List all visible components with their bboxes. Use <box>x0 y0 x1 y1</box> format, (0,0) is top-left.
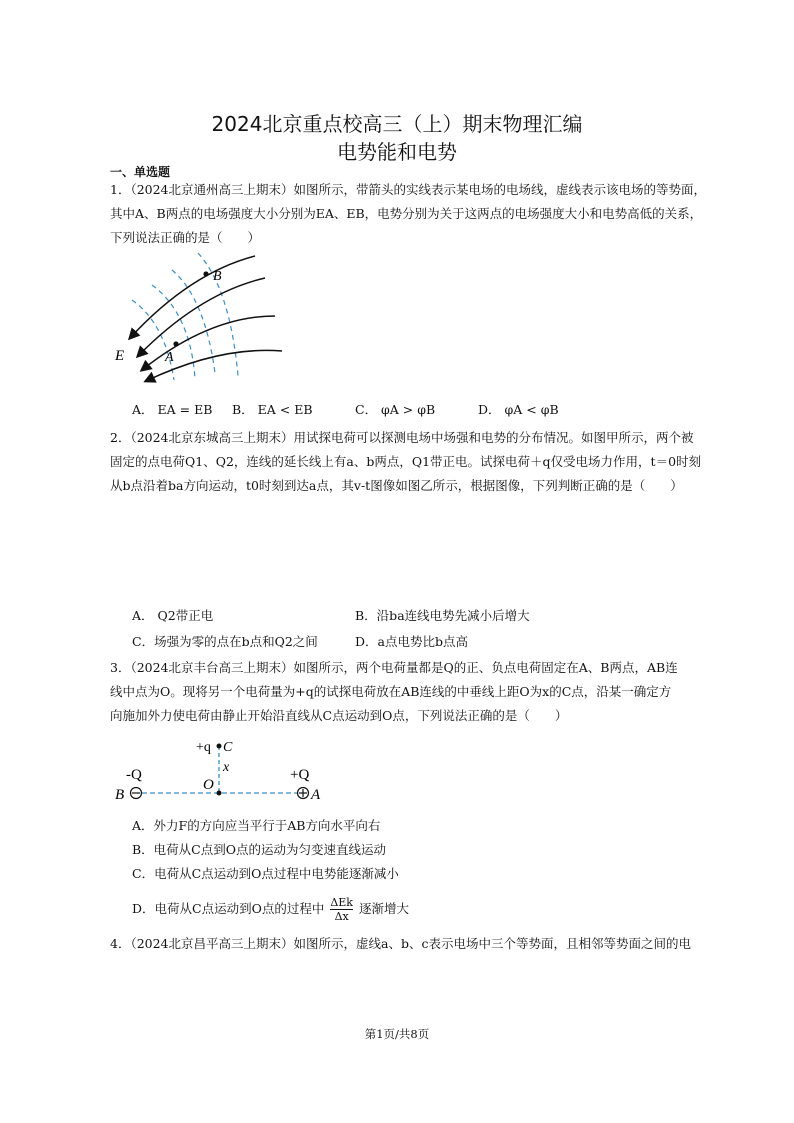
q1-line-1: 1．（2024北京通州高三上期末）如图所示，带箭头的实线表示某电场的电场线，虚线表示该电场的等势面， <box>110 182 707 197</box>
page-footer: 第1页/共8页 <box>364 1027 430 1041</box>
q2-line-2: 固定的点电荷Q1、Q2，连线的延长线上有a、b两点，Q1带正电。试探电荷＋q仅受电场力作用，t＝0时刻 <box>110 454 702 469</box>
q2-line-1: 2．（2024北京东城高三上期末）用试探电荷可以探测电场中场强和电势的分布情况。如图甲所示，两个被 <box>110 430 694 445</box>
q1-option-b[interactable]: B． EA < EB <box>232 402 313 417</box>
q3-line-1: 3．（2024北京丰台高三上期末）如图所示，两个电荷量都是Q的正、负点电荷固定在A、B两点，AB连 <box>110 660 678 675</box>
equipotential-line <box>132 300 174 380</box>
label-a: A <box>165 350 174 365</box>
label-x: x <box>223 760 230 775</box>
q3-charge-diagram <box>110 732 330 808</box>
point-c-dot <box>217 744 222 749</box>
label-e: E <box>115 348 125 364</box>
q3-option-d[interactable] <box>132 896 409 923</box>
field-line <box>142 316 275 370</box>
q2-option-b[interactable]: B．沿ba连线电势先减小后增大 <box>355 608 530 623</box>
fraction-denominator: Δx <box>334 910 349 923</box>
q1-field-diagram <box>110 248 300 388</box>
q2-option-c[interactable]: C．场强为零的点在b点和Q2之间 <box>132 634 318 649</box>
q3-option-a[interactable]: A．外力F的方向应当平行于AB方向水平向右 <box>132 818 381 833</box>
q1-line-2: 其中A、B两点的电场强度大小分别为EA、EB，电势分别为关于这两点的电场强度大小和电势高低的关系， <box>110 206 703 221</box>
fraction-numerator: ΔEk <box>330 896 353 909</box>
point-b-dot <box>203 271 208 276</box>
label-minus-q: -Q <box>126 767 142 783</box>
q3-line-2: 线中点为O。现将另一个电荷量为+q的试探电荷放在AB连线的中垂线上距O为x的C点，沿某一确定方 <box>110 684 672 699</box>
q1-option-d[interactable]: D． φA < φB <box>478 402 559 417</box>
q3-option-d-text: D．电荷从C点运动到O点的过程中 <box>132 901 325 916</box>
page-subtitle: 电势能和电势 <box>337 140 457 164</box>
label-o: O <box>203 777 214 793</box>
point-o-dot <box>217 791 222 796</box>
delta-ek-over-delta-x <box>330 896 353 923</box>
label-c: C <box>223 740 233 755</box>
q4-line-1: 4．（2024北京昌平高三上期末）如图所示，虚线a、b、c表示电场中三个等势面，且相邻等势面之间的电 <box>110 936 691 951</box>
q3-line-3: 向施加外力使电荷由静止开始沿直线从C点运动到O点，下列说法正确的是（ ） <box>110 708 568 723</box>
point-a-dot <box>173 341 178 346</box>
q1-line-3: 下列说法正确的是（ ） <box>110 230 261 245</box>
label-plus-big-q: +Q <box>290 767 310 783</box>
q3-option-b[interactable]: B．电荷从C点到O点的运动为匀变速直线运动 <box>132 842 386 857</box>
label-b: B <box>213 269 222 284</box>
page-title: 2024北京重点校高三（上）期末物理汇编 <box>211 112 583 136</box>
q3-option-d-tail: 逐渐增大 <box>358 901 409 916</box>
field-line <box>130 256 255 338</box>
q3-option-c[interactable]: C．电荷从C点运动到O点过程中电势能逐渐减小 <box>132 866 399 881</box>
label-plus-q: +q <box>196 740 211 755</box>
section-label: 一、单选题 <box>110 165 171 179</box>
q2-option-d[interactable]: D．a点电势比b点高 <box>355 634 468 649</box>
label-b: B <box>115 787 125 803</box>
q1-option-a[interactable]: A． EA = EB <box>132 402 213 417</box>
label-a: A <box>311 787 321 803</box>
q2-option-a[interactable]: A． Q2带正电 <box>132 608 214 623</box>
q2-line-3: 从b点沿着ba方向运动，t0时刻到达a点，其v-t图像如图乙所示，根据图像，下列判断正确的是（ ） <box>110 478 683 493</box>
q1-option-c[interactable]: C． φA > φB <box>355 402 436 417</box>
